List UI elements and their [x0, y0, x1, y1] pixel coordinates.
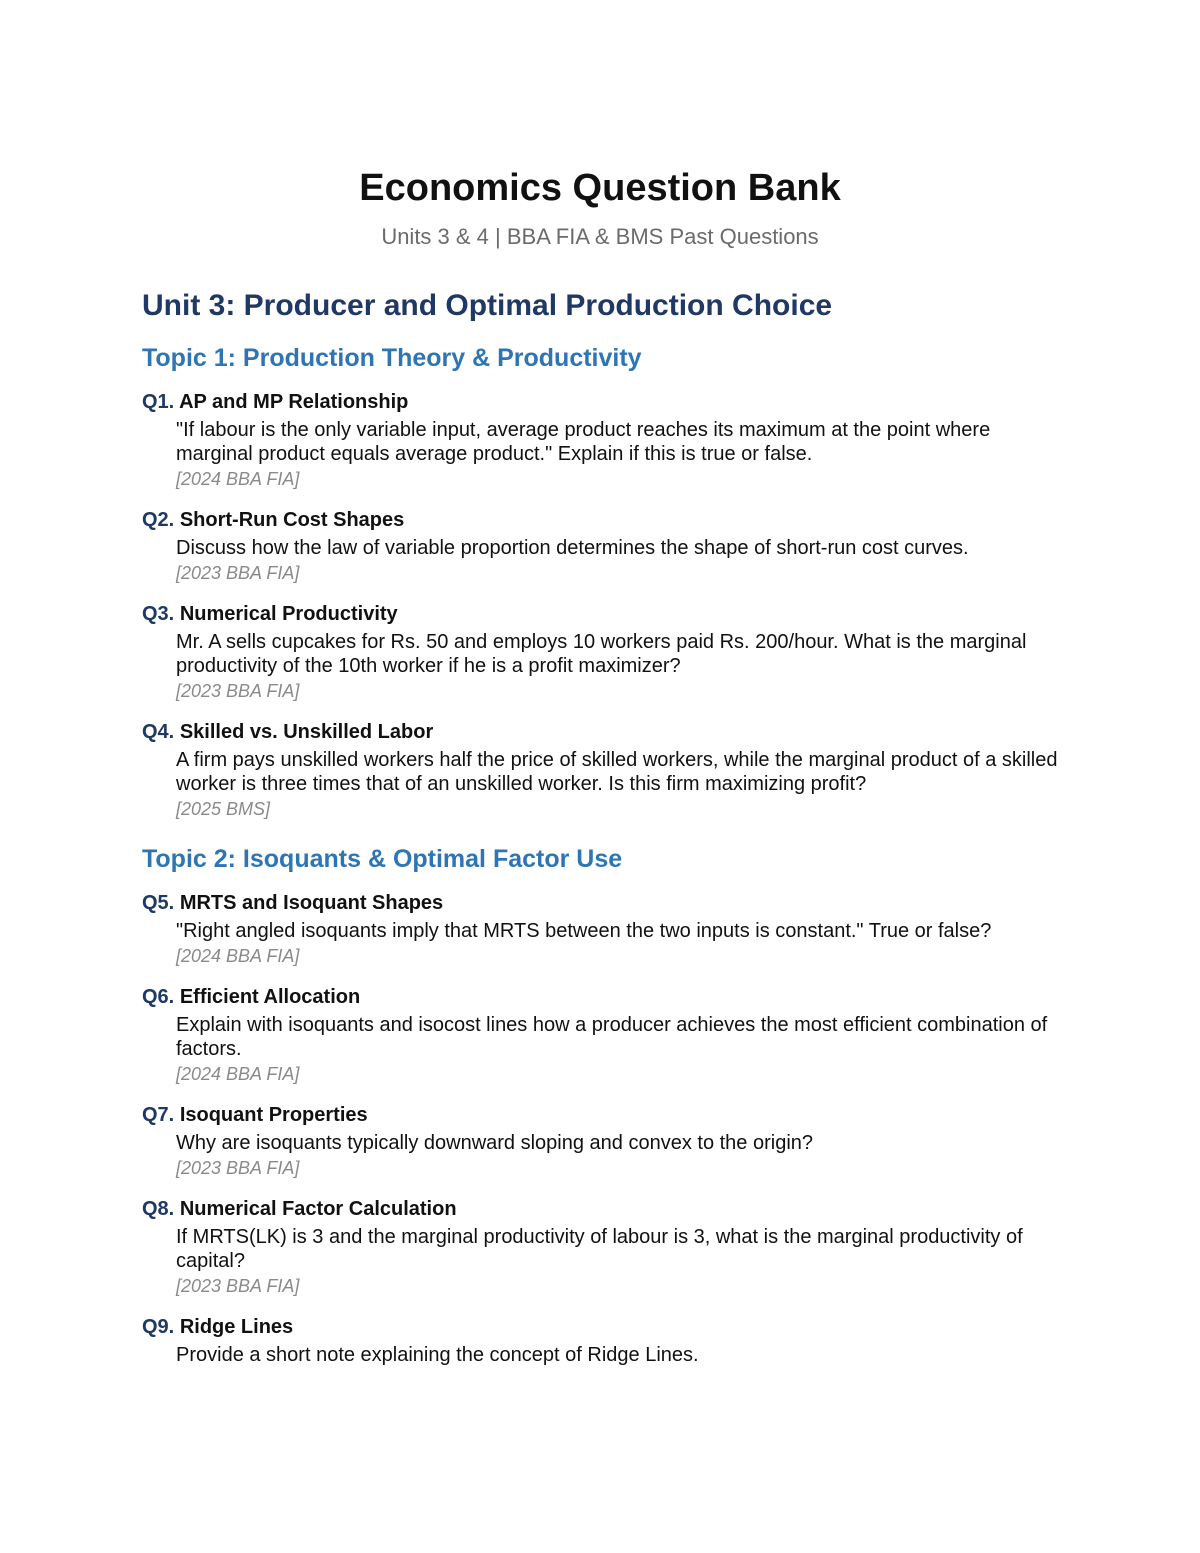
topic-heading: Topic 1: Production Theory & Productivity [142, 344, 642, 372]
question-source: [2023 BBA FIA] [176, 563, 300, 583]
question-title: AP and MP Relationship [179, 391, 409, 413]
question-header [142, 719, 1072, 745]
question-source: [2023 BBA FIA] [176, 1158, 300, 1178]
question-header [142, 1196, 1072, 1222]
question-number: Q3. [142, 603, 175, 625]
question-header [142, 389, 1072, 415]
document-content [142, 286, 1072, 1382]
question-number: Q7. [142, 1104, 175, 1126]
question-item [142, 1314, 1072, 1367]
question-source: [2023 BBA FIA] [176, 681, 300, 701]
question-title: Ridge Lines [179, 1316, 294, 1338]
question-text: Mr. A sells cupcakes for Rs. 50 and employs 10 workers paid Rs. 200/hour. What is the marginal productivity of the 10th worker if he is a profit maximizer? [176, 631, 1027, 677]
question-header [142, 601, 1072, 627]
question-text: "Right angled isoquants imply that MRTS between the two inputs is constant." True or false? [176, 920, 992, 942]
question-header [142, 890, 1072, 916]
question-source: [2025 BMS] [176, 799, 271, 819]
question-text: Explain with isoquants and isocost lines how a producer achieves the most efficient combination of factors. [176, 1014, 1048, 1060]
question-title: Skilled vs. Unskilled Labor [179, 721, 434, 743]
question-text: A firm pays unskilled workers half the price of skilled workers, while the marginal product of a skilled worker is three times that of an unskilled worker. Is this firm maximizing profit? [176, 749, 1058, 795]
question-item [142, 389, 1072, 492]
topic-section [142, 842, 1072, 1367]
question-number: Q2. [142, 509, 175, 531]
question-title: Numerical Factor Calculation [179, 1198, 457, 1220]
question-header [142, 1314, 1072, 1340]
question-source: [2024 BBA FIA] [176, 946, 300, 966]
question-header [142, 984, 1072, 1010]
question-title: MRTS and Isoquant Shapes [179, 892, 444, 914]
question-item [142, 984, 1072, 1087]
question-number: Q8. [142, 1198, 175, 1220]
question-text: "If labour is the only variable input, average product reaches its maximum at the point where marginal product equals average product." Explain if this is true or false. [176, 419, 991, 465]
question-item [142, 890, 1072, 969]
question-text: Provide a short note explaining the concept of Ridge Lines. [176, 1344, 699, 1366]
question-item [142, 1102, 1072, 1181]
question-source: [2024 BBA FIA] [176, 1064, 300, 1084]
question-number: Q4. [142, 721, 175, 743]
question-number: Q6. [142, 986, 175, 1008]
question-number: Q1. [142, 391, 175, 413]
question-source: [2023 BBA FIA] [176, 1276, 300, 1296]
question-item [142, 719, 1072, 822]
question-source: [2024 BBA FIA] [176, 469, 300, 489]
question-item [142, 507, 1072, 586]
question-title: Efficient Allocation [179, 986, 361, 1008]
document-subtitle: Units 3 & 4 | BBA FIA & BMS Past Questions [381, 224, 819, 249]
document-title: Economics Question Bank [359, 167, 841, 209]
topic-section [142, 341, 1072, 822]
question-item [142, 1196, 1072, 1299]
question-text: Why are isoquants typically downward sloping and convex to the origin? [176, 1132, 814, 1154]
question-item [142, 601, 1072, 704]
question-title: Numerical Productivity [179, 603, 398, 625]
unit-heading: Unit 3: Producer and Optimal Production Choice [142, 289, 833, 322]
question-number: Q5. [142, 892, 175, 914]
question-number: Q9. [142, 1316, 175, 1338]
question-text: If MRTS(LK) is 3 and the marginal productivity of labour is 3, what is the marginal productivity of capital? [176, 1226, 1023, 1272]
question-header [142, 507, 1072, 533]
question-title: Short-Run Cost Shapes [179, 509, 405, 531]
question-text: Discuss how the law of variable proportion determines the shape of short-run cost curves. [176, 537, 969, 559]
question-header [142, 1102, 1072, 1128]
question-title: Isoquant Properties [179, 1104, 368, 1126]
topic-heading: Topic 2: Isoquants & Optimal Factor Use [142, 845, 623, 873]
